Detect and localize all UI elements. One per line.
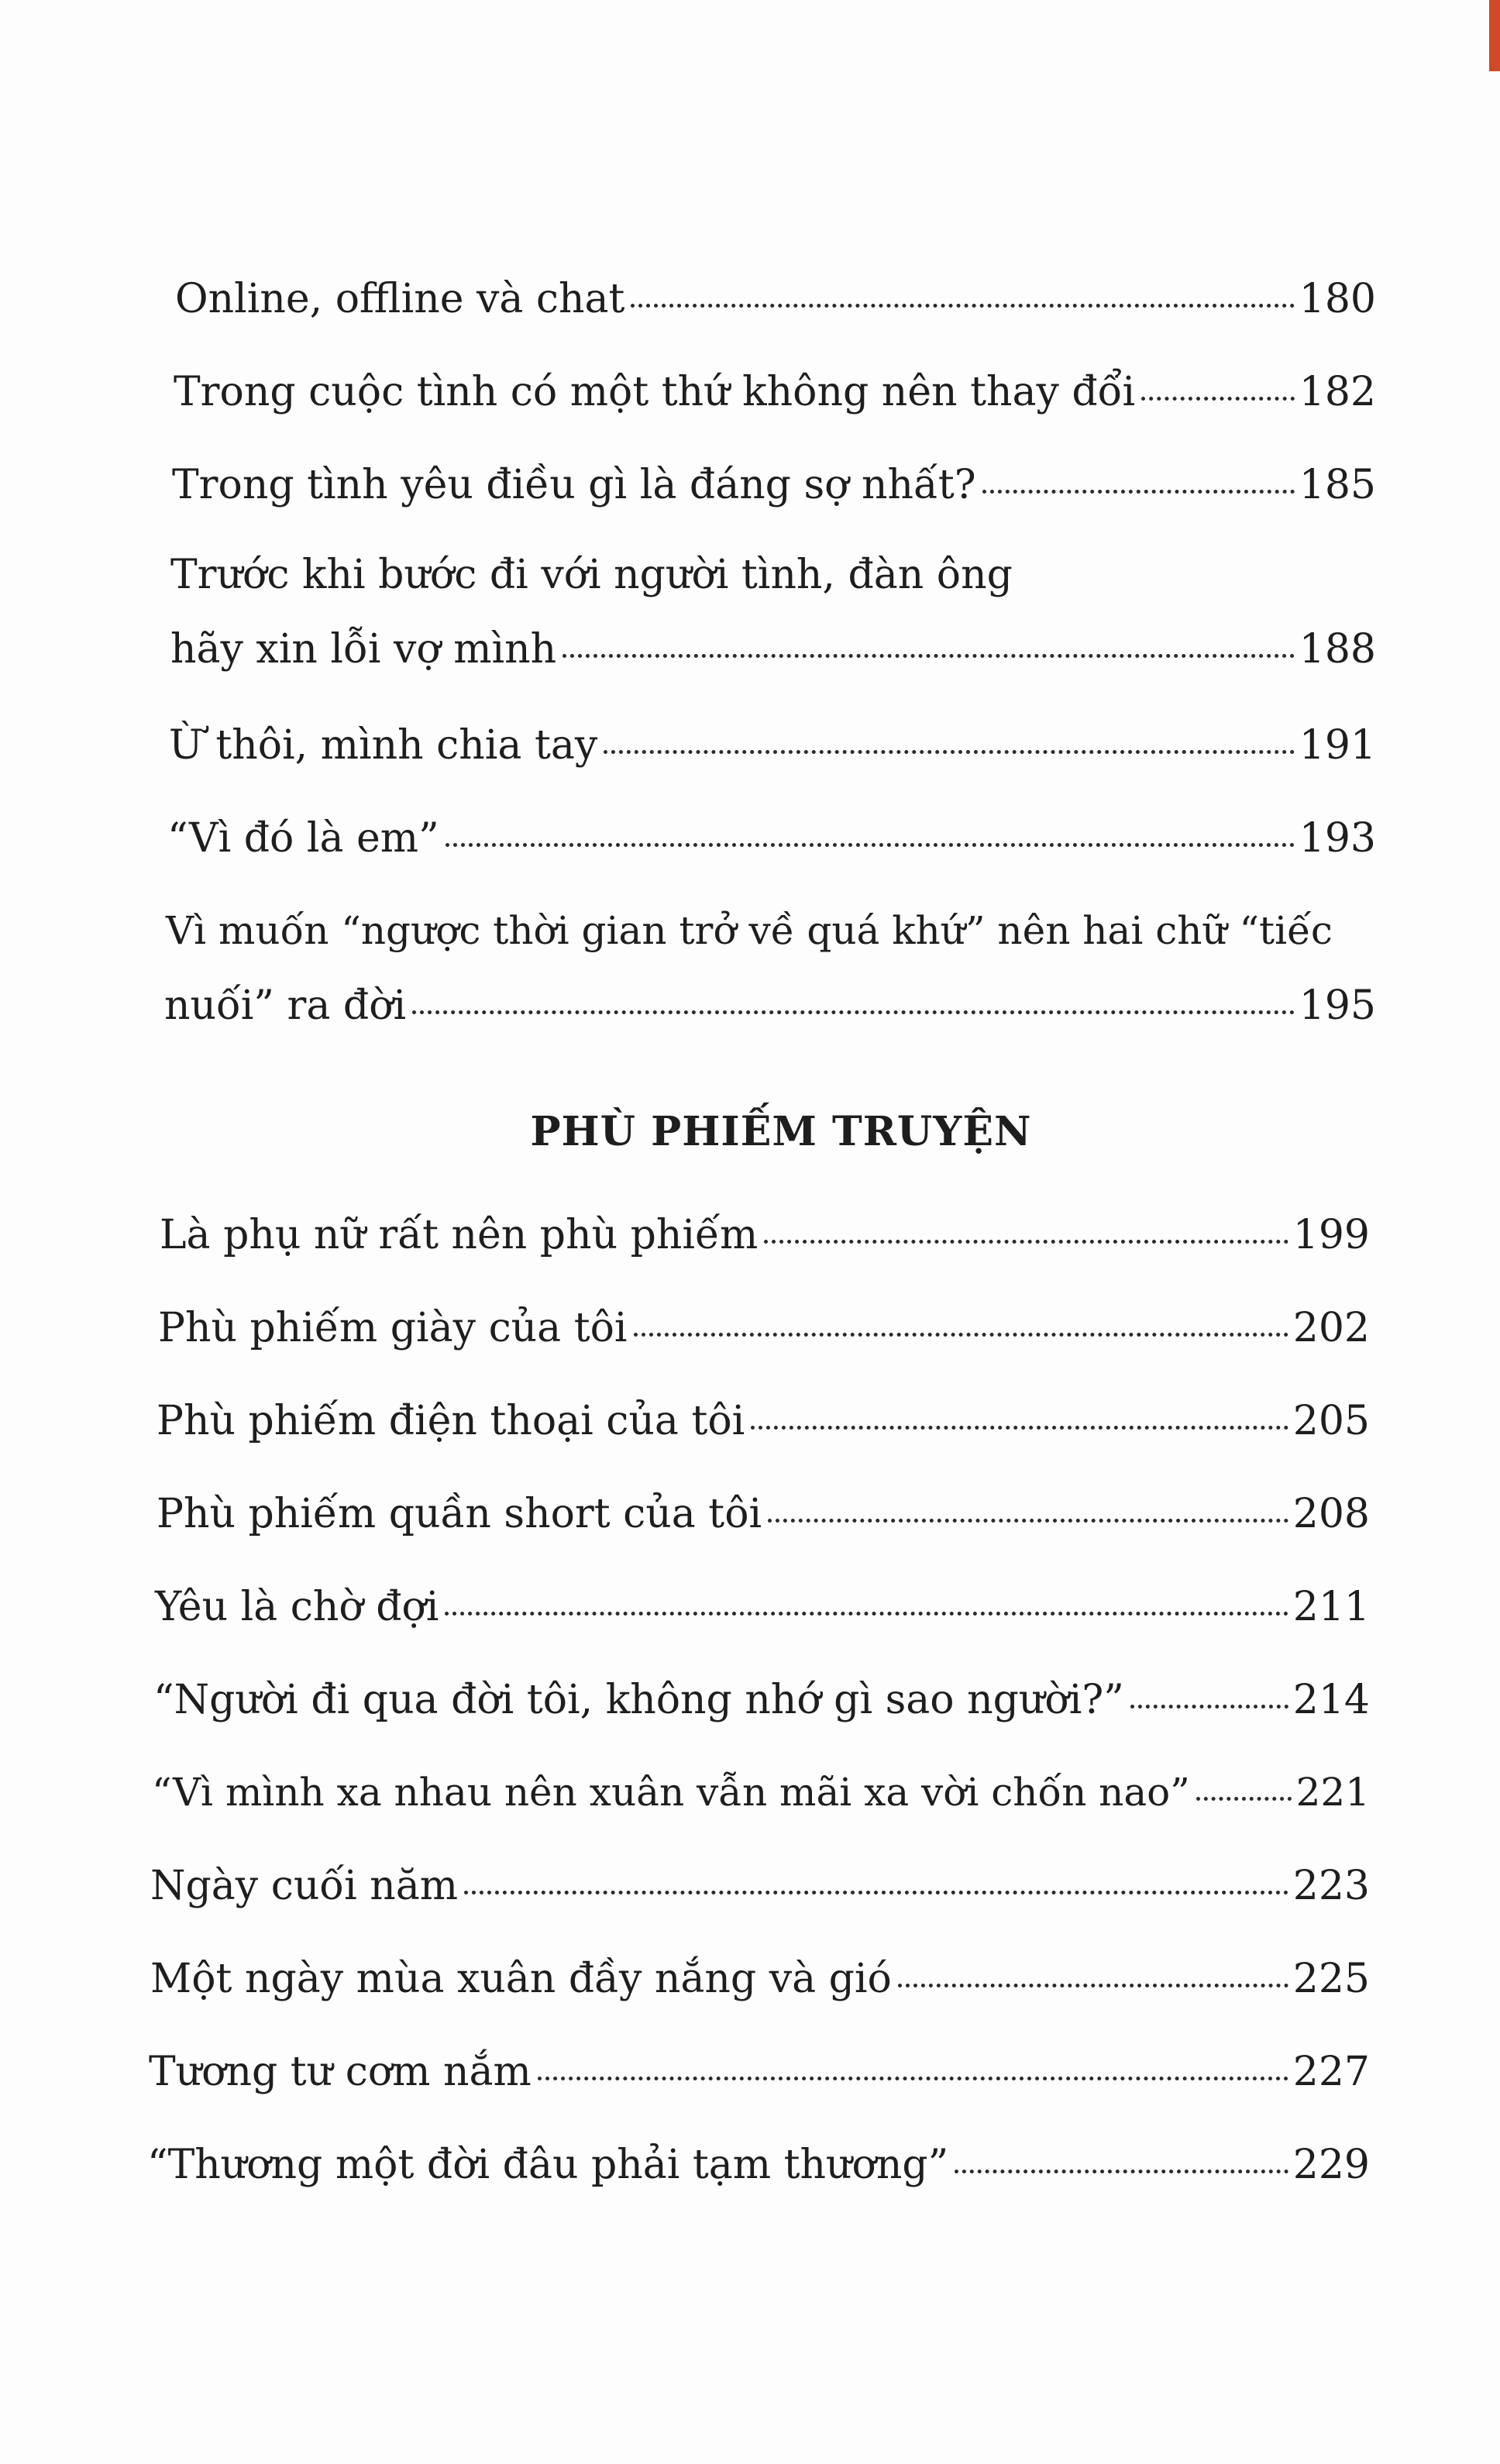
leader-dots	[445, 1612, 1288, 1616]
toc-entry-title: hãy xin lỗi vợ mình	[170, 626, 557, 673]
toc-entry-page: 199	[1292, 1212, 1370, 1258]
toc-entry-page: 195	[1299, 983, 1376, 1029]
toc-entry-page: 182	[1299, 369, 1376, 415]
toc-entry-page: 221	[1295, 1770, 1370, 1815]
section-heading: PHÙ PHIẾM TRUYỆN	[530, 1108, 1032, 1155]
leader-dots	[538, 2077, 1288, 2080]
toc-entry[interactable]	[160, 1212, 1370, 1258]
toc-entry-page: 229	[1292, 2142, 1370, 2188]
toc-entry-title: Phù phiếm điện thoại của tôi	[157, 1398, 745, 1444]
leader-dots	[634, 1333, 1288, 1337]
toc-entry[interactable]	[157, 1491, 1370, 1537]
leader-dots	[768, 1519, 1288, 1523]
toc-entry-page: 225	[1292, 1956, 1370, 2002]
toc-entry[interactable]	[153, 1677, 1370, 1723]
page-edge-accent	[1489, 0, 1500, 71]
toc-entry-title: “Vì đó là em”	[167, 815, 439, 862]
toc-entry-title: Một ngày mùa xuân đầy nắng và gió	[150, 1956, 892, 2002]
toc-entry-title: “Thương một đời đâu phải tạm thương”	[147, 2142, 949, 2188]
toc-entry[interactable]	[155, 1584, 1370, 1630]
toc-entry-page: 211	[1292, 1584, 1370, 1630]
toc-entry-title: Phù phiếm quần short của tôi	[157, 1491, 762, 1537]
toc-entry-title: Ừ thôi, mình chia tay	[169, 722, 598, 769]
toc-entry-page: 191	[1299, 722, 1376, 769]
toc-entry-title: Yêu là chờ đợi	[155, 1584, 439, 1630]
toc-entry[interactable]	[172, 462, 1376, 508]
toc-entry-page: 202	[1292, 1305, 1370, 1351]
toc-entry[interactable]	[147, 2142, 1370, 2188]
toc-entry[interactable]	[169, 722, 1376, 769]
leader-dots	[1130, 1705, 1288, 1709]
leader-dots	[1141, 397, 1295, 401]
toc-entry[interactable]	[152, 1770, 1370, 1815]
toc-entry-title: Trong tình yêu điều gì là đáng sợ nhất?	[172, 462, 976, 508]
toc-entry[interactable]	[170, 626, 1376, 673]
leader-dots	[955, 2170, 1288, 2173]
toc-entry-title-line1: Vì muốn “ngược thời gian trở về quá khứ” nên hai chữ “tiếc	[166, 908, 1333, 953]
leader-dots	[412, 1010, 1295, 1014]
toc-entry-title: Ngày cuối năm	[150, 1863, 459, 1909]
toc-entry-title: Phù phiếm giày của tôi	[158, 1305, 628, 1351]
leader-dots	[631, 304, 1294, 308]
toc-entry-page: 185	[1299, 462, 1376, 508]
toc-entry-title: Là phụ nữ rất nên phù phiếm	[160, 1212, 759, 1258]
leader-dots	[464, 1891, 1288, 1894]
toc-entry-page: 193	[1299, 815, 1376, 862]
toc-entry-page: 214	[1292, 1677, 1370, 1723]
leader-dots	[751, 1426, 1288, 1430]
toc-entry-page: 180	[1299, 276, 1376, 322]
leader-dots	[1196, 1797, 1292, 1801]
toc-entry[interactable]	[167, 815, 1376, 862]
toc-entry-page: 208	[1292, 1491, 1370, 1537]
leader-dots	[898, 1984, 1288, 1987]
leader-dots	[604, 750, 1294, 754]
toc-entry-title-line1: Trước khi bước đi với người tình, đàn ông	[170, 552, 1013, 598]
toc-entry[interactable]	[149, 2049, 1370, 2095]
toc-entry[interactable]	[150, 1956, 1370, 2002]
leader-dots	[764, 1240, 1288, 1244]
toc-entry-page: 188	[1299, 626, 1376, 673]
toc-entry[interactable]	[158, 1305, 1370, 1351]
toc-entry[interactable]	[157, 1398, 1370, 1444]
toc-entry-page: 223	[1292, 1863, 1370, 1909]
leader-dots	[982, 490, 1295, 494]
toc-entry-title: “Người đi qua đời tôi, không nhớ gì sao người?”	[153, 1677, 1124, 1723]
leader-dots	[562, 654, 1295, 658]
toc-entry-title: nuối” ra đời	[164, 983, 407, 1029]
toc-entry[interactable]	[175, 276, 1376, 322]
toc-entry-title: Online, offline và chat	[175, 276, 625, 322]
toc-entry-title: “Vì mình xa nhau nên xuân vẫn mãi xa vời chốn nao”	[152, 1770, 1190, 1815]
toc-entry-page: 227	[1292, 2049, 1370, 2095]
toc-entry[interactable]	[164, 983, 1376, 1029]
toc-entry[interactable]	[174, 369, 1376, 415]
leader-dots	[446, 843, 1295, 847]
toc-entry[interactable]	[150, 1863, 1370, 1909]
toc-entry-title: Tương tư cơm nắm	[149, 2049, 532, 2095]
toc-entry-page: 205	[1292, 1398, 1370, 1444]
toc-entry-title: Trong cuộc tình có một thứ không nên thay đổi	[174, 369, 1136, 415]
